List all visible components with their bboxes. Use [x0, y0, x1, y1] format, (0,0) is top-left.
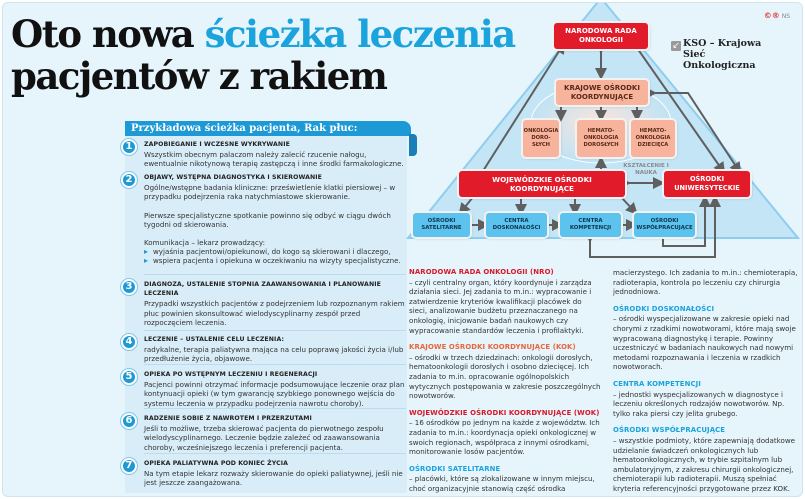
- node-label: ONKOLOGIA DORO- SŁYCH: [523, 128, 559, 148]
- node-label: OŚRODKI SATELITARNE: [421, 217, 462, 231]
- step-heading: OPIEKA PALIATYWNA POD KONIEC ŻYCIA: [144, 460, 289, 467]
- step-text: radykalne, terapia paliatywna mająca na celu poprawę jakości życia i/lub przedłużenie życia, objawowe.: [144, 345, 404, 364]
- title-accent: ścieżka leczenia: [204, 12, 515, 56]
- node-wok: [459, 171, 625, 197]
- definition-heading: OŚRODKI DOSKONAŁOŚCI: [613, 304, 715, 313]
- node-hematoonkologia-dziecieca: [631, 120, 675, 157]
- definition-wok: [409, 409, 601, 457]
- step-number-icon: 3: [121, 279, 137, 295]
- node-osrodki-uniwersyteckie: [664, 171, 750, 197]
- step-number-icon: 2: [121, 172, 137, 188]
- step-heading: OPIEKA PO WSTĘPNYM LECZENIU I REGENERACJI: [144, 371, 318, 378]
- definition-heading: OŚRODKI WSPÓŁPRACUJĄCE: [613, 426, 726, 435]
- copyright-initials: NS: [781, 13, 790, 20]
- step-heading: OBJAWY, WSTĘPNA DIAGNOSTYKA I SKIEROWANIE: [144, 174, 322, 181]
- step-bullet: ▸ wspiera pacjenta i opiekuna w oczekiwaniu na wizyty specjalistyczne.: [144, 256, 407, 265]
- definition-heading: WOJEWÓDZKIE OŚRODKI KOORDYNUJĄCE (WOK): [409, 408, 600, 417]
- definition-text: – ośrodki wyspecjalizowane w zakresie opieki nad chorymi z rzadkimi nowotworami, które mają swoje wypracowaną diagnostykę i terapie. Powinny uczestniczyć w badaniach naukowych nad nowymi metodami rozpoznawania i leczenia w rzadkich nowotworach.: [613, 314, 796, 372]
- definition-kompetencji: [613, 380, 803, 418]
- step-heading: ZAPOBIEGANIE I WCZESNE WYKRYWANIE: [144, 141, 290, 148]
- definition-satelitarne-continued: macierzystego. Ich zadania to m.in.: chemioterapia, radioterapia, kontrola po leczeniu czy chirurgia jednodniowa.: [613, 268, 798, 297]
- definition-kok: [409, 343, 601, 401]
- step-text: Przypadki wszystkich pacjentów z podejrzeniem lub rozpoznanym rakiem płuc powinien skonsultować wielodyscyplinarny zespół przed rozpoczęciem leczenia.: [144, 299, 405, 327]
- definition-text: – 16 ośrodków po jednym na każde z województw. Ich zadania to m.in.: koordynacja opieki onkologicznej w swoich regionach, współpraca z innymi ośrodkami, monitorowanie losów pacjentów.: [409, 418, 600, 457]
- step-text: Wszystkim obecnym palaczom należy zalecić rzucenie nałogu, ewentualnie nikotynową terapię zastępczą i inne środki farmakologiczne.: [144, 150, 404, 169]
- node-label: KRAJOWE OŚRODKI KOORDYNUJĄCE: [564, 83, 640, 101]
- step-number-icon: 4: [121, 334, 137, 350]
- title-part1: Oto nowa: [11, 12, 205, 56]
- definition-doskonalosci: [613, 305, 803, 372]
- step-number-icon: 7: [121, 458, 137, 474]
- node-centra-doskonalosci: [486, 213, 547, 237]
- node-osrodki-satelitarne: [413, 213, 470, 237]
- node-label: HEMATO- ONKOLOGIA DZIECIĘCA: [635, 128, 671, 148]
- legend-kso: KSO – Krajowa Sieć Onkologiczna: [683, 38, 762, 71]
- step-text: Jeśli to możliwe, trzeba skierować pacjenta do pierwotnego zespołu wielodyscyplinarnego. Leczenie będzie zależeć od zaawansowania choroby, wcześniejszego leczenia i preferencji pacjenta.: [144, 424, 384, 452]
- definitions-right: [613, 268, 803, 497]
- node-centra-kompetencji: [560, 213, 621, 237]
- definition-heading: KRAJOWE OŚRODKI KOORDYNUJĄCE (KOK): [409, 343, 576, 352]
- node-label: HEMATO- ONKOLOGIA DOROSŁYCH: [583, 128, 619, 148]
- definition-heading: CENTRA KOMPETENCJI: [613, 379, 701, 388]
- education-label: KSZTAŁCENIE I NAUKA: [623, 163, 669, 176]
- node-label: CENTRA DOSKONAŁOŚCI: [492, 217, 541, 231]
- node-kok: [556, 80, 648, 105]
- step-number-icon: 1: [121, 139, 137, 155]
- step-number-icon: 5: [121, 369, 137, 385]
- node-label: WOJEWÓDZKIE OŚRODKI KOORDYNUJĄCE: [492, 175, 592, 193]
- node-label: CENTRA KOMPETENCJI: [569, 217, 612, 231]
- step-text: Pierwsze specjalistyczne spotkanie powinno się odbyć w ciągu dwóch tygodni od skierowania.: [144, 210, 391, 229]
- step-heading: LECZENIE – USTALENIE CELU LECZENIA:: [144, 336, 285, 343]
- step-text: Ogólne/wstępne badania kliniczne: prześwietlenie klatki piersiowej – w przypadku podejrzenia raka natychmiastowe skierowanie.: [144, 183, 396, 202]
- node-hematoonkologia-doroslych: [577, 120, 625, 157]
- step-heading: RADZENIE SOBIE Z NAWROTEM I PRZERZUTAMI: [144, 415, 312, 422]
- definition-heading: OŚRODKI SATELITARNE: [409, 464, 501, 473]
- step-number-icon: 6: [121, 413, 137, 429]
- definition-heading: NARODOWA RADA ONKOLOGII (NRO): [409, 268, 554, 276]
- step-bullet: ▸ wyjaśnia pacjentowi/opiekunowi, do kogo są skierowani i dlaczego,: [144, 247, 407, 256]
- definition-text: – czyli centralny organ, który koordynuje i zarządza działania sieci. Jej zadania to m.in.: wypracowanie i zatwierdzenie kryteriów kwalifikacji placówek do sieci, analizowanie budżetu przeznaczanego na onkologię, inicjowanie badań naukowych czy wypracowanie standardów leczenia i profilaktyki.: [409, 277, 592, 335]
- step-text: Na tym etapie lekarz rozważy skierowanie do opieki paliatywnej, jeśli nie jest jeszcze zaangażowana.: [144, 469, 403, 488]
- definitions-left: [409, 268, 601, 497]
- arrow-diagonal-icon: ↙: [672, 41, 680, 51]
- step-text: Komunikacja – lekarz prowadzący:: [144, 238, 265, 248]
- infographic-page: [2, 2, 803, 497]
- definition-wspolpracujace: [613, 426, 803, 493]
- node-label: OŚRODKI WSPÓŁPRACUJĄCE: [636, 217, 693, 231]
- definition-satelitarne: [409, 465, 601, 494]
- copyright-icon: ©®: [763, 11, 780, 20]
- node-onkologia-doroslych: [523, 120, 559, 157]
- step-text: Pacjenci powinni otrzymać informacje podsumowujące leczenie oraz plan kontynuacji opieki (w tym gwarancję szybkiego ponownego wejścia do systemu leczenia w przypadku podejrzenia nawrotu choroby).: [144, 380, 405, 408]
- node-nro: [554, 23, 648, 49]
- patient-path-header: Przykładowa ścieżka pacjenta, Rak płuc:: [125, 121, 411, 136]
- definition-text: – placówki, które są zlokalizowane w innym miejscu, choć organizacyjnie stanowią część ośrodka: [409, 474, 595, 493]
- definition-text: – ośrodki w trzech dziedzinach: onkologii dorosłych, hematoonkologii dorosłych i osobno dziecięcej. Ich zadania to m.in. opracowanie ogólnopolskich wytycznych postępowania w zakresie poszczególnych nowotworów.: [409, 352, 601, 401]
- title-part2: pacjentów z rakiem: [11, 54, 387, 98]
- definition-nro: [409, 268, 601, 335]
- node-label: NARODOWA RADA ONKOLOGII: [565, 27, 637, 44]
- node-osrodki-wspolpracujace: [634, 213, 695, 237]
- step-heading: DIAGNOZA, USTALENIE STOPNIA ZAAWANSOWANIA I PLANOWANIE LECZENIA: [144, 281, 381, 298]
- definition-text: – jednostki wyspecjalizowanych w diagnostyce i leczeniu określonych rodzajów nowotworów. Np. tylko raka piersi czy jelita grubego.: [613, 389, 785, 418]
- definition-text: – wszystkie podmioty, które zapewniają dodatkowe udzielanie świadczeń onkologicznych lub hematoonkologicznych, w trybie szpitalnym lub ambulatoryjnym, z zakresu chirurgii onkologicznej, chemioterapii lub radioterapii. Muszą spełniać kryteria referencyjności przygotowane przez KOK.: [613, 435, 796, 493]
- node-label: OŚRODKI UNIWERSYTECKIE: [674, 175, 740, 192]
